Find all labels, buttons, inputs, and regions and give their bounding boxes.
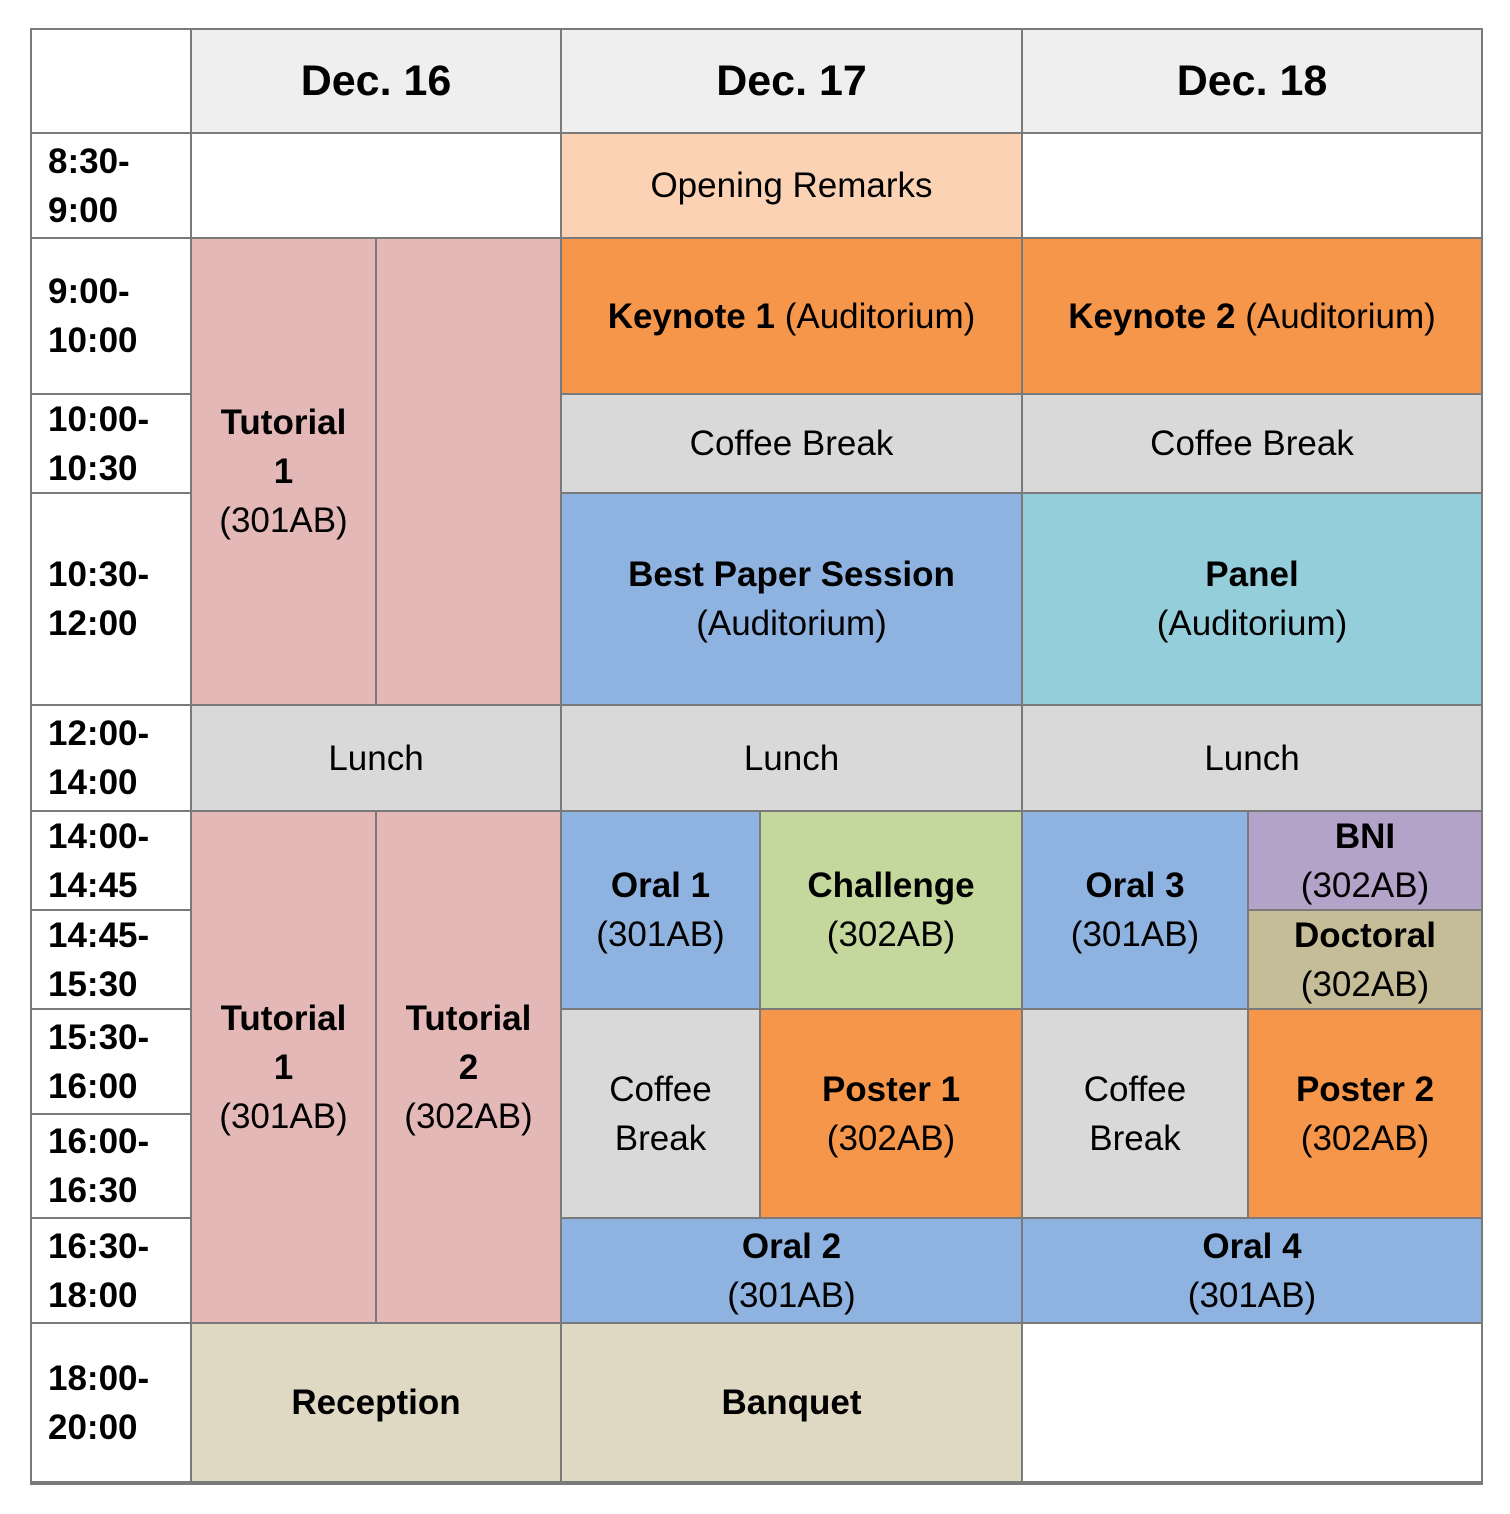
dec18-bni: [1249, 812, 1481, 909]
session-room: (Auditorium): [1156, 604, 1348, 643]
time-end: 16:30: [48, 1171, 138, 1210]
dec17-coffee-break-morning: Coffee Break: [562, 395, 1021, 492]
dec17-lunch: Lunch: [562, 706, 1021, 810]
dec18-panel: [1023, 494, 1481, 704]
session-title: Tutorial: [220, 403, 347, 442]
day-header-dec-18: Dec. 18: [1023, 30, 1481, 132]
break-line-1: Coffee: [609, 1069, 712, 1109]
time-end: 9:00: [48, 190, 119, 230]
time-slot-1800: [32, 1324, 190, 1481]
corner-cell: [32, 30, 190, 132]
time-start: 10:30-: [48, 555, 150, 594]
session-title: Tutorial: [405, 998, 532, 1038]
session-title: Oral 1: [610, 866, 711, 905]
time-end: 16:00: [48, 1066, 138, 1106]
session-title: Doctoral: [1294, 915, 1436, 955]
time-start: 12:00-: [48, 714, 150, 753]
dec17-challenge: [761, 812, 1021, 1008]
time-slot-1445: [32, 911, 190, 1008]
day-header-dec-16: Dec. 16: [192, 30, 560, 132]
time-start: 16:00-: [48, 1122, 150, 1161]
session-room: (302AB): [404, 1096, 533, 1136]
time-slot-1030: [32, 494, 190, 704]
time-end: 10:00: [48, 321, 138, 360]
break-line-1: Coffee: [1083, 1069, 1187, 1109]
time-slot-1530: [32, 1010, 190, 1113]
time-slot-1600: [32, 1115, 190, 1217]
dec18-lunch: Lunch: [1023, 706, 1481, 810]
dec16-reception: [192, 1324, 560, 1481]
time-slot-1400: [32, 812, 190, 909]
dec16-empty-opening: [192, 134, 560, 237]
dec18-empty-opening: [1023, 134, 1481, 237]
session-room: (301AB): [219, 501, 348, 540]
session-room: (301AB): [1070, 915, 1200, 954]
time-start: 15:30-: [48, 1017, 150, 1057]
session-title: Best Paper Session: [628, 555, 955, 594]
time-end: 15:30: [48, 964, 138, 1004]
time-start: 14:00-: [48, 816, 150, 856]
dec16-tutorial-1-morning: [192, 239, 375, 704]
dec16-lunch: Lunch: [192, 706, 560, 810]
dec18-doctoral: [1249, 911, 1481, 1008]
session-room: (Auditorium): [696, 604, 887, 643]
dec18-empty-evening: [1023, 1324, 1481, 1481]
dec17-best-paper-session: [562, 494, 1021, 704]
session-room: (302AB): [1300, 964, 1430, 1004]
break-line-2: Break: [1089, 1118, 1181, 1158]
session-room: (301AB): [727, 1275, 856, 1315]
dec18-coffee-break-afternoon: [1023, 1010, 1247, 1217]
session-title: Oral 4: [1202, 1226, 1302, 1266]
session-title: Poster 2: [1295, 1069, 1435, 1109]
dec18-oral-4: [1023, 1219, 1481, 1322]
conference-schedule-table: [30, 28, 1483, 1485]
day-header-dec-17: Dec. 17: [562, 30, 1021, 132]
session-room: (Auditorium): [1245, 296, 1436, 336]
dec17-opening-remarks: Opening Remarks: [562, 134, 1021, 237]
time-slot-1200: [32, 706, 190, 810]
session-title: Poster 1: [821, 1069, 961, 1109]
session-room: (302AB): [1300, 1118, 1430, 1158]
dec16-tutorial-1-afternoon: [192, 812, 375, 1322]
session-title: Keynote 1: [607, 296, 775, 336]
time-end: 20:00: [48, 1407, 138, 1447]
dec18-coffee-break-morning: Coffee Break: [1023, 395, 1481, 492]
session-number: 2: [458, 1047, 479, 1087]
session-room: (302AB): [1300, 865, 1430, 905]
session-title: Panel: [1205, 555, 1299, 594]
time-start: 14:45-: [48, 915, 150, 955]
time-slot-1630: [32, 1219, 190, 1322]
session-title: Oral 3: [1085, 866, 1185, 905]
dec17-oral-1: [562, 812, 759, 1008]
dec18-keynote-2: [1023, 239, 1481, 393]
time-start: 10:00-: [48, 399, 150, 439]
session-title: Keynote 2: [1068, 296, 1236, 336]
session-number: 1: [273, 1047, 294, 1087]
time-start: 18:00-: [48, 1358, 150, 1398]
dec17-poster-1: [761, 1010, 1021, 1217]
session-title: BNI: [1334, 816, 1396, 856]
session-title: Banquet: [721, 1383, 862, 1422]
time-end: 12:00: [48, 604, 138, 643]
session-title: Challenge: [807, 866, 975, 905]
time-slot-0900: [32, 239, 190, 393]
session-title: Reception: [291, 1383, 461, 1422]
dec17-keynote-1: [562, 239, 1021, 393]
session-title: Tutorial: [220, 998, 347, 1038]
time-end: 18:00: [48, 1275, 138, 1315]
break-line-2: Break: [614, 1118, 707, 1158]
session-room: (301AB): [596, 915, 725, 954]
time-start: 16:30-: [48, 1226, 150, 1266]
dec16-tutorial-2-morning-empty: [377, 239, 560, 704]
dec17-coffee-break-afternoon: [562, 1010, 759, 1217]
time-slot-0830: [32, 134, 190, 237]
dec17-banquet: [562, 1324, 1021, 1481]
time-start: 8:30-: [48, 141, 130, 181]
dec18-oral-3: [1023, 812, 1247, 1008]
session-title: Oral 2: [741, 1226, 842, 1266]
time-start: 9:00-: [48, 272, 130, 311]
session-room: (302AB): [826, 1118, 956, 1158]
time-end: 10:30: [48, 448, 138, 488]
session-room: (Auditorium): [784, 296, 976, 336]
dec18-poster-2: [1249, 1010, 1481, 1217]
time-end: 14:45: [48, 865, 138, 905]
time-end: 14:00: [48, 763, 138, 802]
dec17-oral-2: [562, 1219, 1021, 1322]
dec16-tutorial-2-afternoon: [377, 812, 560, 1322]
session-room: (302AB): [826, 915, 956, 954]
session-number: 1: [273, 452, 294, 491]
time-slot-1000: [32, 395, 190, 492]
session-room: (301AB): [1187, 1275, 1317, 1315]
session-room: (301AB): [219, 1096, 348, 1136]
